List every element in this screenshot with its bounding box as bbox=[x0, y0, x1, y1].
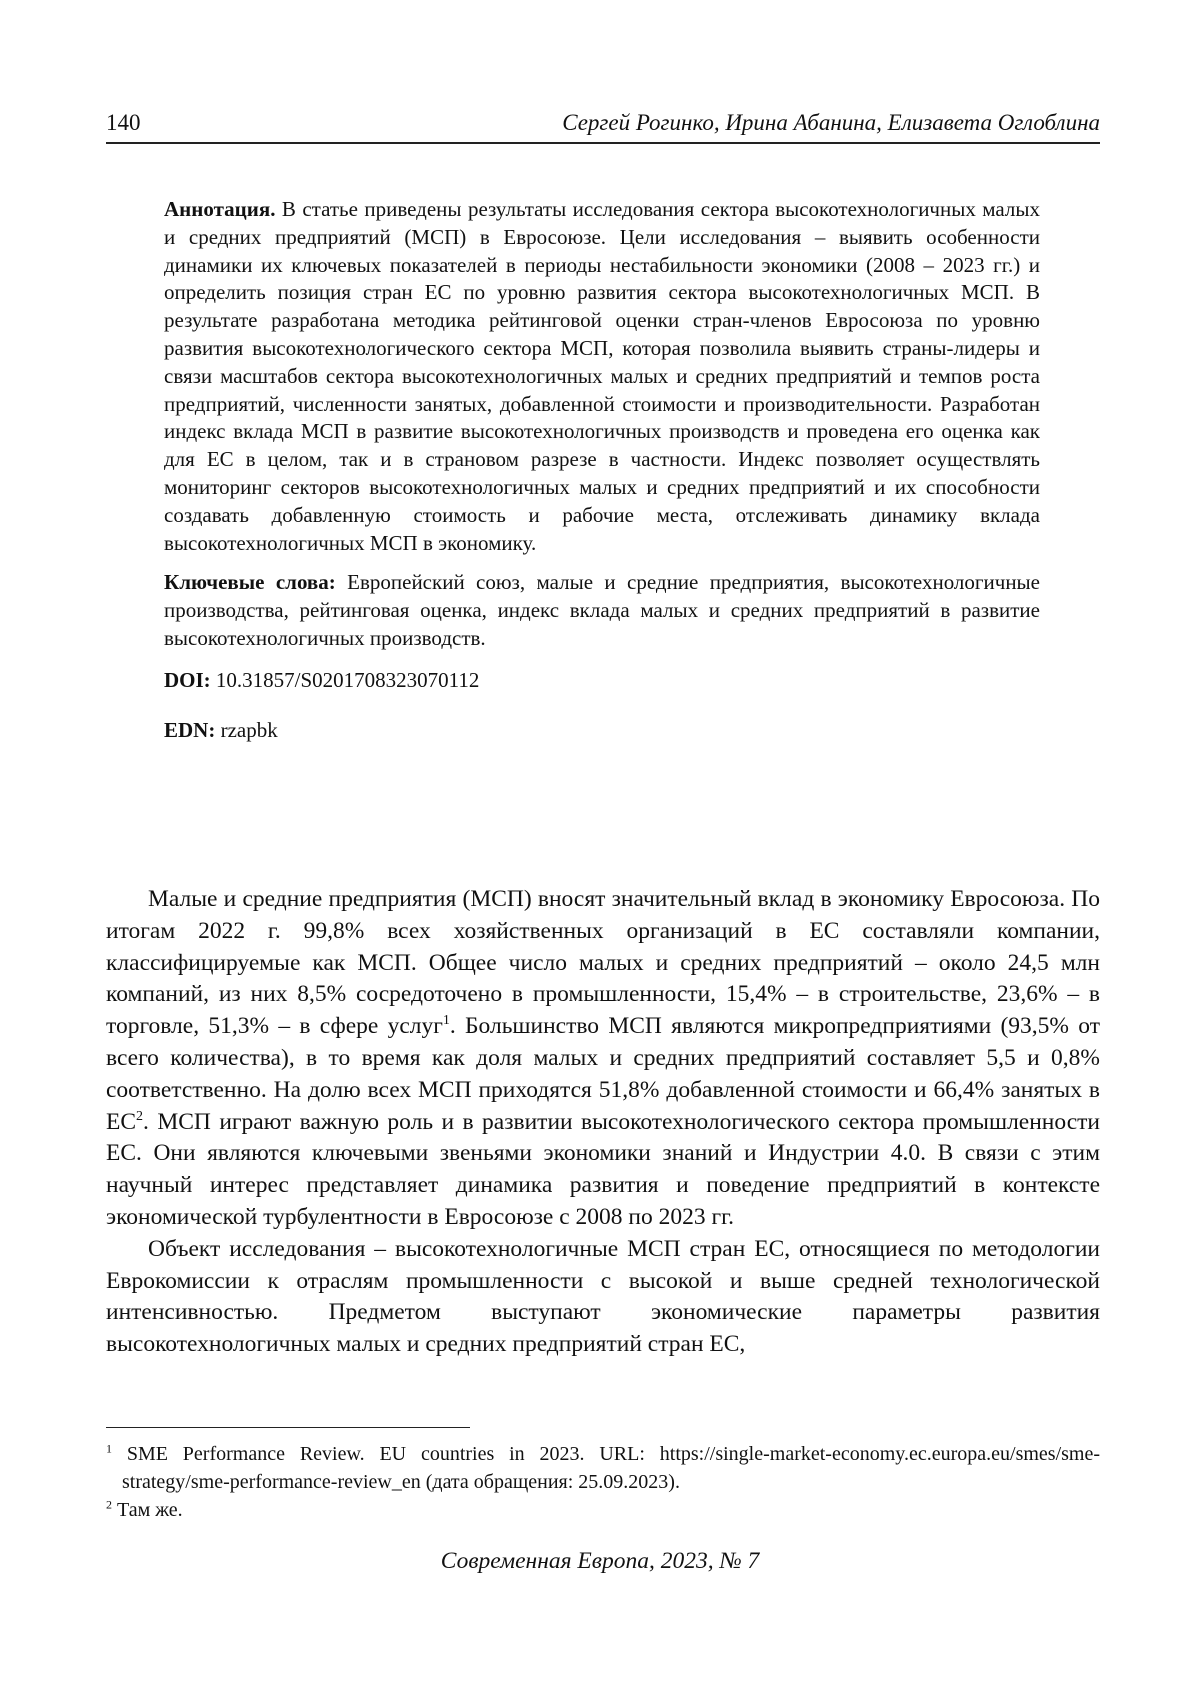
footnote-1-number: 1 bbox=[106, 1441, 112, 1456]
edn bbox=[164, 717, 1040, 745]
abstract bbox=[164, 196, 1040, 557]
body-p1-part-c: . МСП играют важную роль и в развитии высокотехнологического сектора промышленности ЕС. Они являются ключевыми звеньями экономики знаний и Индустрии 4.0. В связи с этим научный интерес представляет динамика развития и поведение предприятий в контексте экономической турбулентности в Евросоюзе с 2008 по 2023 гг. bbox=[106, 1108, 1100, 1230]
footnote-divider bbox=[106, 1427, 470, 1428]
footnotes bbox=[106, 1440, 1100, 1524]
keywords bbox=[164, 569, 1040, 652]
doi bbox=[164, 667, 1040, 695]
edn-value: rzapbk bbox=[220, 717, 278, 742]
footnote-2-text: Там же. bbox=[117, 1499, 183, 1521]
body-paragraph-2: Объект исследования – высокотехнологичные МСП стран ЕС, относящиеся по методологии Еврокомиссии к отраслям промышленности с высокой и выше средней технологической интенсивностью. Предметом выступают экономические параметры развития высокотехнологичных малых и средних предприятий стран ЕС, bbox=[106, 1235, 1100, 1358]
footnote-2 bbox=[106, 1496, 1100, 1524]
body-paragraph-1 bbox=[106, 884, 1100, 1234]
journal-footer: Современная Европа, 2023, № 7 bbox=[440, 1548, 760, 1574]
footnote-2-number: 2 bbox=[106, 1497, 112, 1512]
body-p1-part-b: . Большинство МСП являются микропредприятиями (93,5% от всего количества), в то время как доля малых и средних предприятий составляет 5,5 и 0,8% соответственно. На долю всех МСП приходятся 51,8% добавленной стоимости и 66,4% занятых в ЕС bbox=[106, 1013, 1100, 1135]
running-head-authors: Сергей Рогинко, Ирина Абанина, Елизавета Оглоблина bbox=[562, 110, 1100, 135]
footnote-ref-2[interactable]: 2 bbox=[136, 1108, 144, 1124]
body-p1-part-a: Малые и средние предприятия (МСП) вносят значительный вклад в экономику Евросоюза. По итогам 2022 г. 99,8% всех хозяйственных организаций в ЕС составляли компании, классифицируемые как МСП. Общее число малых и средних предприятий – около 24,5 млн компаний, из них 8,5% сосредоточено в промышленности, 15,4% – в строительстве, 23,6% – в торговле, 51,3% – в сфере услуг bbox=[106, 886, 1100, 1040]
main-text bbox=[106, 884, 1100, 1361]
edn-label: EDN: bbox=[164, 717, 216, 742]
abstract-label: Аннотация. bbox=[164, 197, 276, 221]
footnote-1-text: SME Performance Review. EU countries in 2023. URL: https://single-market-economy.ec.europa.eu/smes/sme-strategy/sme-performance-review_en (дата обращения: 25.09.2023). bbox=[122, 1443, 1100, 1493]
abstract-block bbox=[164, 196, 1040, 744]
abstract-text: В статье приведены результаты исследования сектора высокотехнологичных малых и средних предприятий (МСП) в Евросоюзе. Цели исследования – выявить особенности динамики их ключевых показателей в периоды нестабильности экономики (2008 – 2023 гг.) и определить позиция стран ЕС по уровню развития сектора высокотехнологичных МСП. В результате разработана методика рейтинговой оценки стран-членов Евросоюза по уровню развития высокотехнологического сектора МСП, которая позволила выявить страны-лидеры и связи масштабов сектора высокотехнологичных малых и средних предприятий и темпов роста предприятий, численности занятых, добавленной стоимости и производительности. Разработан индекс вклада МСП в развитие высокотехнологичных производств и проведена его оценка как для ЕС в целом, так и в страновом разрезе в частности. Индекс позволяет осуществлять мониторинг секторов высокотехнологичных малых и средних предприятий и их способности создавать добавленную стоимость и рабочие места, отслеживать динамику вклада высокотехнологичных МСП в экономику. bbox=[164, 197, 1040, 555]
footnote-ref-1[interactable]: 1 bbox=[442, 1013, 450, 1029]
page-number: 140 bbox=[106, 110, 141, 135]
doi-label: DOI: bbox=[164, 667, 211, 692]
doi-value: 10.31857/S0201708323070112 bbox=[215, 667, 480, 692]
running-header bbox=[106, 106, 1100, 144]
footnote-1 bbox=[106, 1440, 1100, 1496]
keywords-label: Ключевые слова: bbox=[164, 570, 336, 595]
keywords-text: Европейский союз, малые и средние предприятия, высокотехнологичные производства, рейтинговая оценка, индекс вклада малых и средних предприятий в развитие высокотехнологичных производств. bbox=[164, 570, 1040, 650]
